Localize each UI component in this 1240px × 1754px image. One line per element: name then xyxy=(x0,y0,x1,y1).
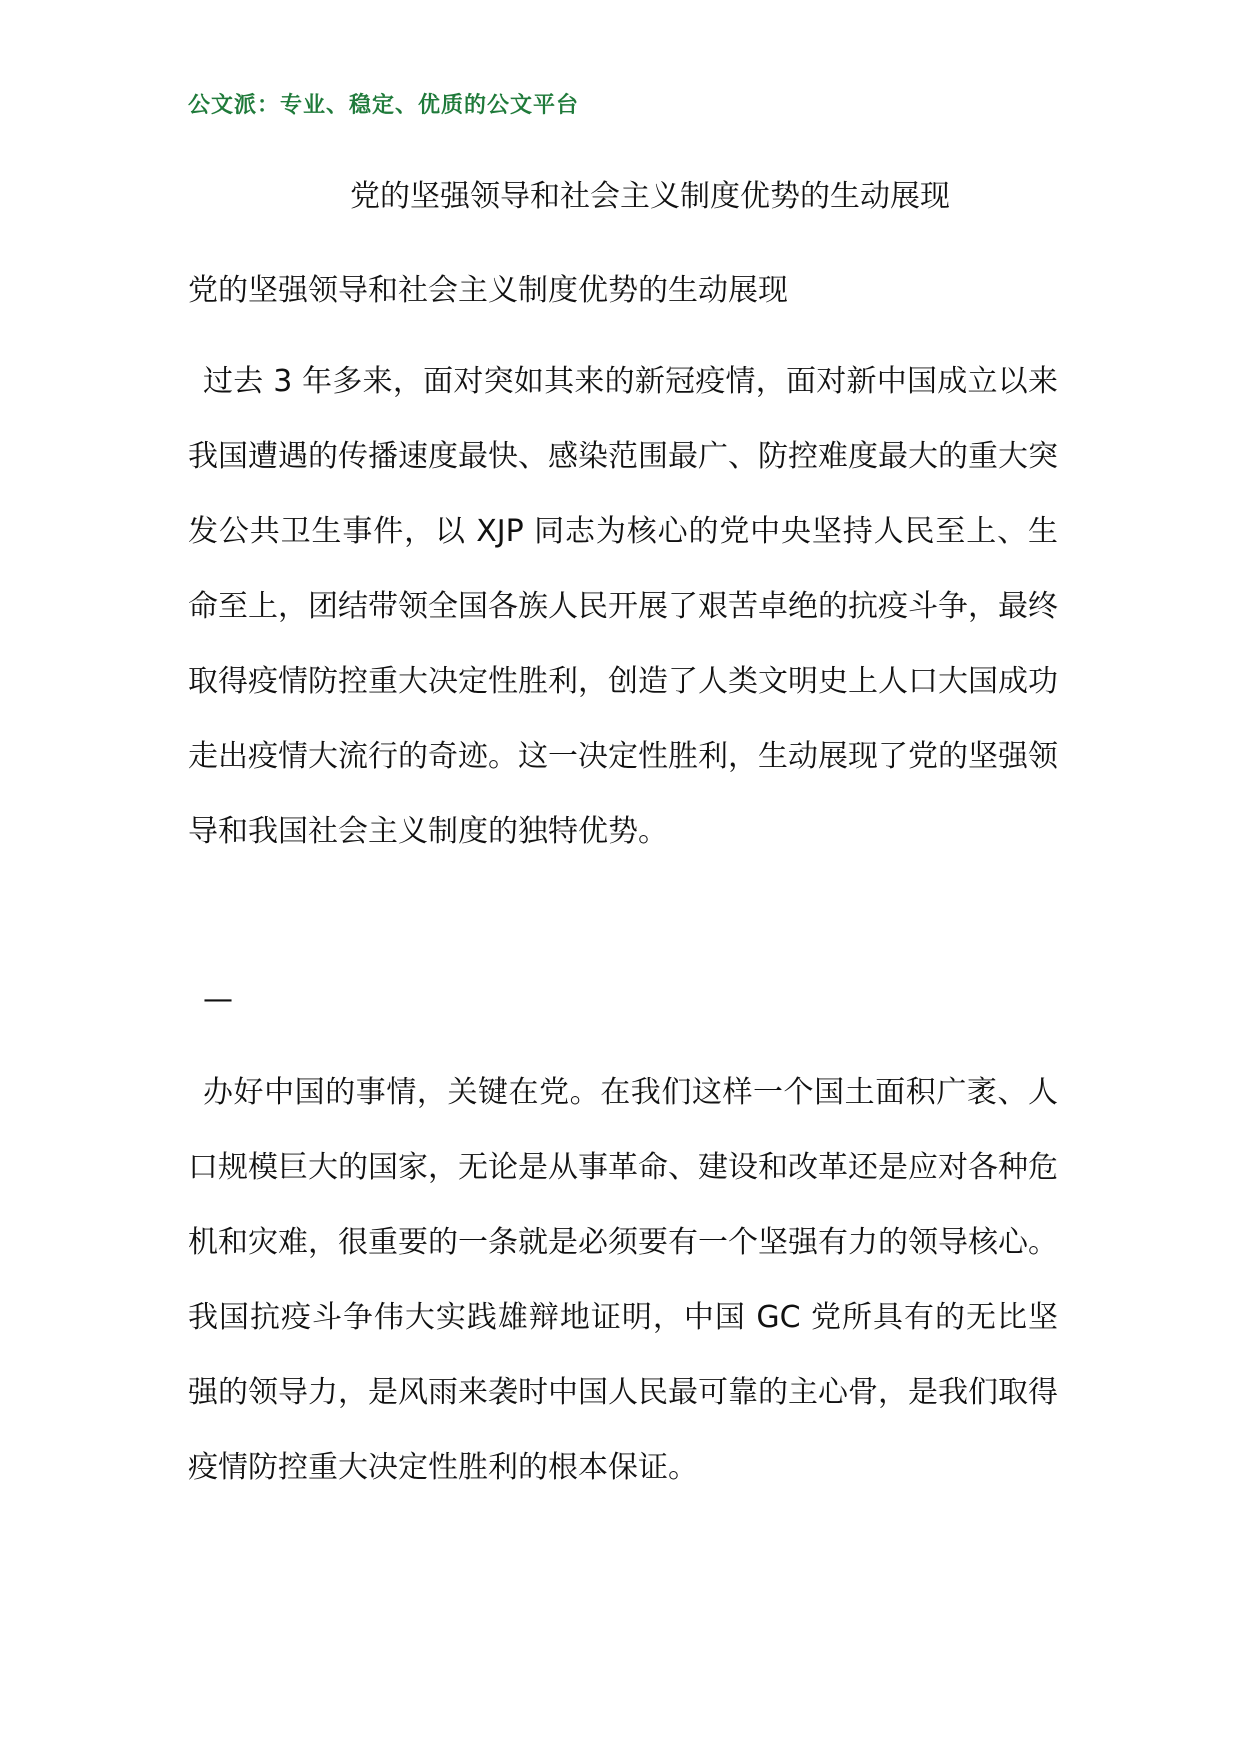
paragraph-1 xyxy=(188,344,1058,869)
document-title xyxy=(0,175,1240,219)
document-title-text: 党的坚强领导和社会主义制度优势的生动展现 xyxy=(350,179,950,214)
paragraph-1-text: 过去 3 年多来，面对突如其来的新冠疫情，面对新中国成立以来我国遭遇的传播速度最快、感染范围最广、防控难度最大的重大突发公共卫生事件，以 XJP 同志为核心的党中央坚持人民至上、生命至上，团结带领全国各族人民开展了艰苦卓绝的抗疫斗争，最终取得疫情防控重大决定性胜利，创造了人类文明史上人口大国成功走出疫情大流行的奇迹。这一决定性胜利，生动展现了党的坚强领导和我国社会主义制度的独特优势。 xyxy=(188,364,1058,849)
document-subtitle: 党的坚强领导和社会主义制度优势的生动展现 xyxy=(188,273,788,308)
paragraph-2 xyxy=(188,1055,1058,1505)
section-marker: — xyxy=(203,982,233,1017)
site-banner: 公文派：专业、稳定、优质的公文平台 xyxy=(188,92,580,118)
paragraph-2-text: 办好中国的事情，关键在党。在我们这样一个国土面积广袤、人口规模巨大的国家，无论是从事革命、建设和改革还是应对各种危机和灾难，很重要的一条就是必须要有一个坚强有力的领导核心。我国抗疫斗争伟大实践雄辩地证明，中国 GC 党所具有的无比坚强的领导力，是风雨来袭时中国人民最可靠的主心骨，是我们取得疫情防控重大决定性胜利的根本保证。 xyxy=(188,1075,1058,1485)
